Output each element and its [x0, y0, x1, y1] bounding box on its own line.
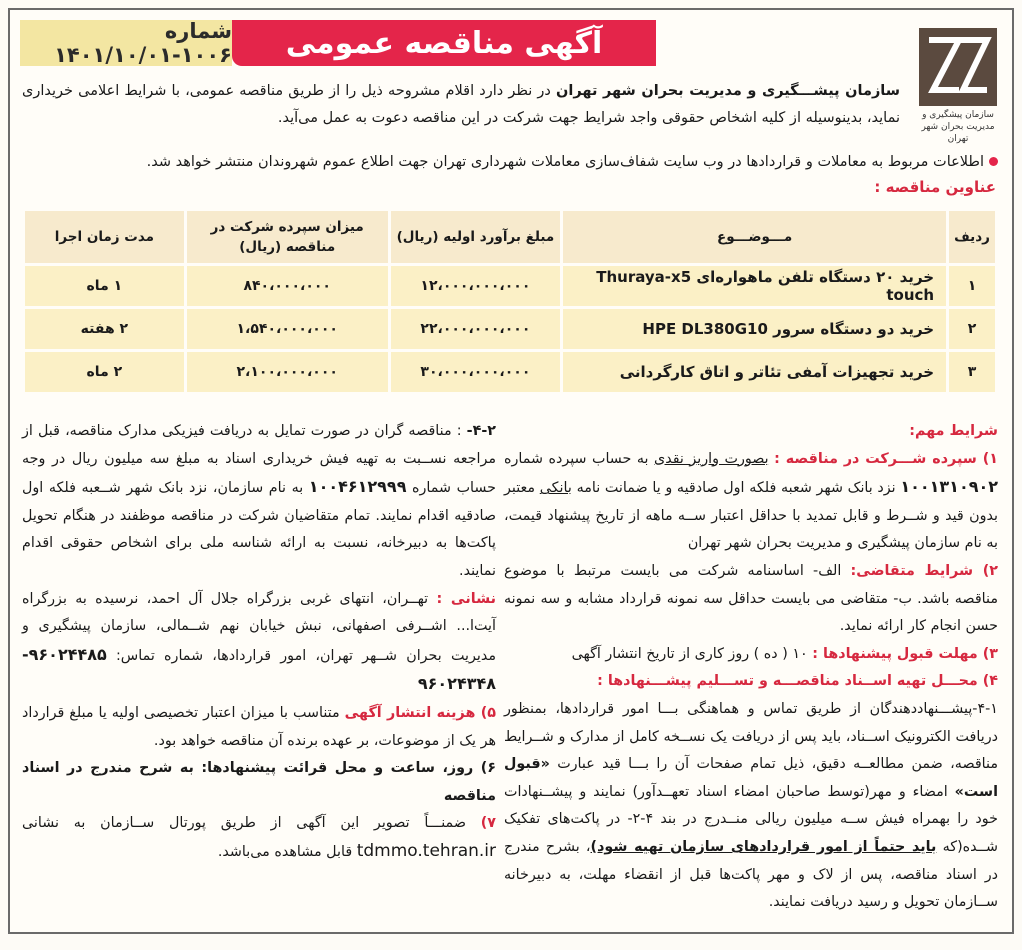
- notice-text: اطلاعات مربوط به معاملات و قراردادها در وب سایت شفاف‌سازی معاملات شهرداری تهران جهت اطلاع عموم شهروندان منتشر خواهد شد.: [146, 154, 984, 170]
- table-row: [25, 266, 995, 306]
- header-deposit: میزان سپرده شرکت در مناقصه (ریال): [187, 211, 388, 263]
- tender-items-table: [22, 208, 998, 395]
- table-header-row: [25, 211, 995, 263]
- condition-2: ۲) شرایط متقاضی: الف- اساسنامه شرکت می بایست مرتبط با موضوع مناقصه باشد. ب- متقاضی می بایست حداقل سه نمونه قرارداد مشابه و سه نمونه حسن انجام کار ارائه نماید.: [504, 562, 998, 635]
- condition-5: ۵) هزینه انتشار آگهی متناسب با میزان اعتبار تخصیصی اولیه یا مبلغ قرارداد هر یک از موضوعات، بر عهده برنده آن مناقصه خواهد بود.: [22, 704, 496, 749]
- header-subject: مـــوضـــوع: [563, 211, 946, 263]
- cell-subject: خرید ۲۰ دستگاه تلفن ماهواره‌ای Thuraya-x5 touch: [563, 266, 946, 306]
- intro-paragraph: [22, 78, 900, 132]
- table-row: [25, 309, 995, 349]
- header-estimate: مبلغ برآورد اولیه (ریال): [391, 211, 560, 263]
- condition-4: ۴) محـــل تهیه اســناد مناقصـــه و تســـلیم پیشـــنهادها :: [597, 673, 998, 690]
- conditions-column-right: [504, 418, 998, 917]
- header-row-number: ردیف: [949, 211, 995, 263]
- cell-duration: ۲ ماه: [25, 352, 184, 392]
- condition-3: ۳) مهلت قبول پیشنهادها : ۱۰ ( ده ) روز کاری از تاریخ انتشار آگهی: [571, 645, 998, 662]
- conditions-title: شرایط مهم:: [909, 423, 998, 439]
- organization-name: سازمان پیشـــگیری و مدیریت بحران شهر تهران: [556, 83, 901, 99]
- cell-duration: ۲ هفته: [25, 309, 184, 349]
- conditions-column-left: [22, 418, 496, 867]
- portal-link[interactable]: tdmmo.tehran.ir: [356, 840, 496, 861]
- notice-title: آگهی مناقصه عمومی: [232, 20, 656, 66]
- condition-7: ۷) ضمنـــاً تصویر این آگهی از طریق پورتال ســازمان به نشانی tdmmo.tehran.ir قابل مشاهده می‌باشد.: [22, 815, 497, 861]
- cell-deposit: ۸۴۰،۰۰۰،۰۰۰: [187, 266, 388, 306]
- organization-logo: [914, 28, 1002, 148]
- header-duration: مدت زمان اجرا: [25, 211, 184, 263]
- condition-1: ۱) سپرده شـــرکت در مناقصه : بصورت واریز نقدی به حساب سپرده شماره ۱۰۰۱۳۱۰۹۰۲ نزد بانک شهر شعبه فلکه اول صادقیه و یا ضمانت نامه بانکی معتبر بدون قید و شــرط و قابل تمدید با حداقل اعتبار ســه ماهه از تاریخ پیشنهاد قیمت، به نام سازمان پیشگیری و مدیریت بحران شهر تهران: [504, 450, 999, 552]
- notice-number: شماره ۱۰۰۶-۱۴۰۱/۱۰/۰۱: [20, 20, 232, 66]
- cell-estimate: ۱۲،۰۰۰،۰۰۰،۰۰۰: [391, 266, 560, 306]
- table-row: [25, 352, 995, 392]
- cell-estimate: ۲۲،۰۰۰،۰۰۰،۰۰۰: [391, 309, 560, 349]
- cell-deposit: ۱،۵۴۰،۰۰۰،۰۰۰: [187, 309, 388, 349]
- logo-icon: [919, 28, 997, 106]
- cell-deposit: ۲،۱۰۰،۰۰۰،۰۰۰: [187, 352, 388, 392]
- header-banner: [20, 20, 656, 66]
- cell-subject: خرید دو دستگاه سرور HPE DL380G10: [563, 309, 946, 349]
- cell-subject: خرید تجهیزات آمفی تئاتر و اتاق کارگردانی: [563, 352, 946, 392]
- address: نشانی : تهــران، انتهای غربی بزرگراه جلال آل احمد، نرسیده به بزرگراه آیت‌ا... اشــرفی اصفهانی، نبش خیابان نهم شــمالی، سازمان پیشگیری و مدیریت بحران شــهر تهران، امور قراردادها، شماره تماس: ۹۶۰۲۴۴۸۵- ۹۶۰۲۴۳۴۸: [22, 590, 497, 694]
- condition-4-2: ۴-۲- : مناقصه گران در صورت تمایل به دریافت فیزیکی مدارک مناقصه، قبل از مراجعه نســبت به تهیه فیش خریداری اسناد به مبلغ سه میلیون ریال در وجه حساب شماره ۱۰۰۴۶۱۲۹۹۹ به نام سازمان، نزد بانک شهر شــعبه فلکه اول صادقیه اقدام نمایند. تمام متقاضیان شرکت در مناقصه موظفند در هنگام تحویل پاکت‌ها به دبیرخانه، نسبت به ارائه شناسه ملی برای اشخاص حقوقی اقدام نمایند.: [22, 423, 497, 579]
- transparency-notice: [22, 150, 998, 174]
- tender-notice: [8, 8, 1014, 934]
- cell-estimate: ۳۰،۰۰۰،۰۰۰،۰۰۰: [391, 352, 560, 392]
- bullet-icon: [989, 157, 998, 166]
- cell-row-number: ۱: [949, 266, 995, 306]
- intro-text: در نظر دارد اقلام مشروحه ذیل را از طریق مناقصه عمومی، با شرایط اعلامی خریداری نماید، بدینوسیله از کلیه اشخاص حقوقی واجد شرایط جهت شرکت در این مناقصه دعوت به عمل می‌آید.: [22, 83, 900, 126]
- cell-duration: ۱ ماه: [25, 266, 184, 306]
- condition-6: ۶) روز، ساعت و محل قرائت پیشنهادها: به شرح مندرج در اسناد مناقصه: [22, 760, 496, 804]
- cell-row-number: ۳: [949, 352, 995, 392]
- section-title: عناوین مناقصه :: [874, 178, 996, 196]
- cell-row-number: ۲: [949, 309, 995, 349]
- condition-4-1: ۴-۱-پیشـــنهاددهندگان از طریق تماس و هماهنگی بـــا امور قراردادها، بمنظور دریافت الکترونیک اســناد، باید پس از دریافت یک نســخه کامل از مدارک و شــرایط مناقصه، ضمن مطالعــه دقیق، ذیل تمام صفحات آن را بـــا قید عبارت «قبول است» امضاء و مهر(توسط صاحبان امضاء اسناد تعهــدآور) نمایند و پیشــنهادات خود را بهمراه فیش ســه میلیون ریالی منــدرج در بند ۴-۲- در پاکت‌های تفکیک شــده(که باید حتماً از امور قراردادهای سازمان تهیه شود)، بشرح مندرج در اسناد مناقصه، پس از لاک و مهر پاکت‌ها قبل از انقضاء مهلت، به دبیرخانه ســازمان تحویل و رسید دریافت نمایند.: [504, 700, 999, 911]
- logo-caption: سازمان پیشگیری و مدیریت بحران شهر تهران: [921, 110, 995, 144]
